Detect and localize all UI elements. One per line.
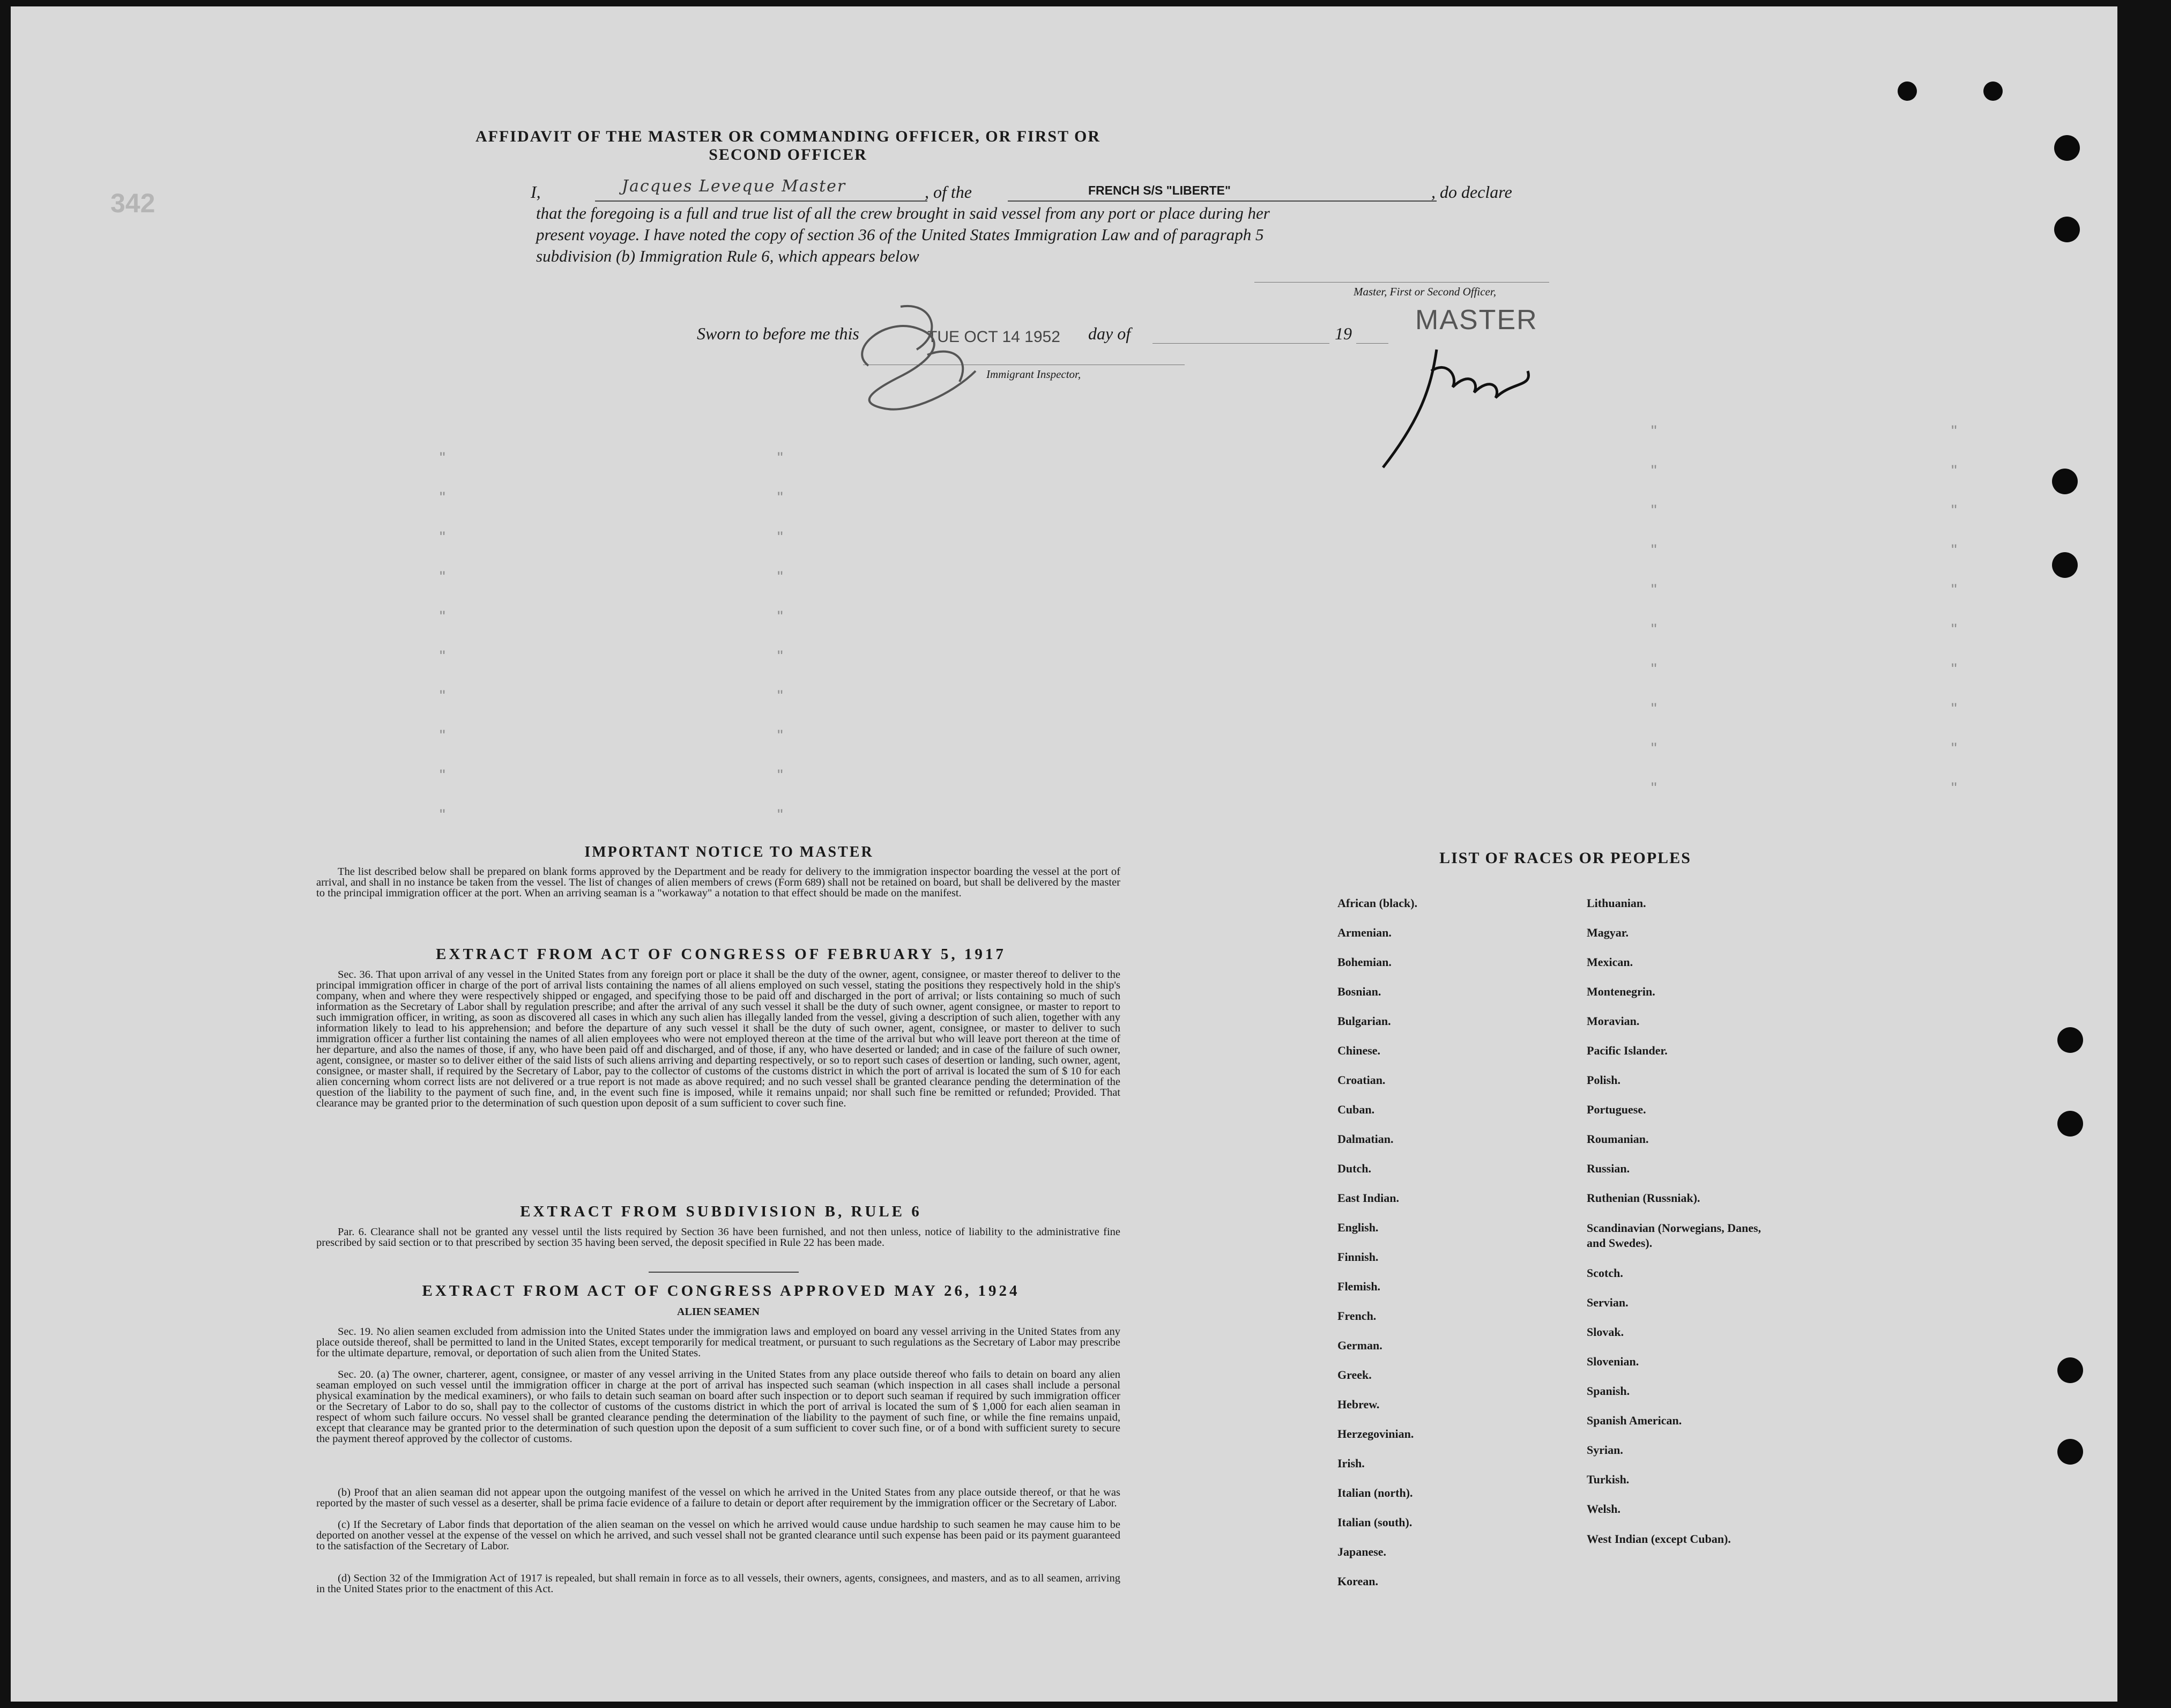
race-item: Scotch. — [1587, 1266, 1623, 1280]
race-item: Irish. — [1337, 1457, 1365, 1470]
ditto-mark: " — [1951, 581, 1957, 599]
ditto-mark: " — [1651, 700, 1657, 718]
race-item: Flemish. — [1337, 1280, 1381, 1293]
race-item: French. — [1337, 1309, 1377, 1323]
extract-1924-title: EXTRACT FROM ACT OF CONGRESS APPROVED MAY 26, 1924 — [422, 1282, 1020, 1299]
race-item: Portuguese. — [1587, 1103, 1646, 1116]
race-item: West Indian (except Cuban). — [1587, 1532, 1731, 1546]
punch-hole — [2054, 217, 2080, 242]
race-item: Hebrew. — [1337, 1398, 1380, 1411]
race-item: Slovak. — [1587, 1325, 1624, 1339]
sec-20d-text: (d) Section 32 of the Immigration Act of 1917 is repealed, but shall remain in force as to all vessels, their owners, agents, consignees, and masters, and as to all seamen, arriving in the United States prior to the enactment of this Act. — [316, 1572, 1120, 1595]
do-declare-label: , do declare — [1431, 182, 1512, 202]
race-item: Syrian. — [1587, 1443, 1623, 1457]
rule-6-text: Par. 6. Clearance shall not be granted any vessel until the lists required by Section 36 have been furnished, and not then unless, notice of liability to the administrative fine prescribed by said section or to that prescribed by section 35 having been served, the deposit specified in Rule 22 has been made. — [316, 1226, 1120, 1249]
rule-6-title: EXTRACT FROM SUBDIVISION B, RULE 6 — [520, 1203, 922, 1220]
ditto-mark: " — [440, 727, 445, 745]
affidavit-line-3: present voyage. I have noted the copy of section 36 of the United States Immigration Law and of paragraph 5 — [536, 225, 1264, 244]
ditto-mark: " — [777, 727, 783, 745]
race-item: Korean. — [1337, 1575, 1378, 1588]
margin-mark: 342 — [110, 188, 155, 218]
ditto-mark: " — [777, 568, 783, 586]
race-item: Russian. — [1587, 1162, 1630, 1175]
notice-text: The list described below shall be prepared on blank forms approved by the Department and be ready for delivery to the immigration inspector boarding the vessel at the port of arrival, and shall in no instance be taken from the vessel. The list of changes of alien members of crews (Form 689) shall not be retained on board, but shall be delivered by the master to the principal immigration officer at the port. When an arriving seaman is a "workaway" a notation to that effect should be made on the manifest. — [316, 866, 1120, 899]
punch-hole — [2057, 1027, 2083, 1053]
race-item: African (black). — [1337, 896, 1418, 910]
race-item: Dutch. — [1337, 1162, 1371, 1175]
ditto-mark: " — [1651, 621, 1657, 638]
punch-hole — [2054, 135, 2080, 161]
race-item: Bulgarian. — [1337, 1014, 1391, 1028]
ditto-mark: " — [1651, 581, 1657, 599]
race-item: Lithuanian. — [1587, 896, 1646, 910]
ditto-mark: " — [777, 687, 783, 705]
ditto-mark: " — [777, 489, 783, 507]
punch-hole — [2057, 1439, 2083, 1465]
ditto-mark: " — [1651, 740, 1657, 758]
ditto-mark: " — [1651, 660, 1657, 678]
affidavit-line-4: subdivision (b) Immigration Rule 6, which appears below — [536, 247, 919, 265]
sworn-text: Sworn to before me this — [697, 324, 859, 343]
ditto-mark: " — [440, 568, 445, 586]
master-signature-scribble — [1372, 339, 1555, 478]
race-item: Armenian. — [1337, 926, 1392, 939]
ditto-mark: " — [1651, 779, 1657, 797]
race-item: Italian (south). — [1337, 1516, 1412, 1529]
inspector-signature-scribble — [836, 285, 1008, 419]
master-name-line — [595, 200, 927, 202]
ditto-mark: " — [1951, 621, 1957, 638]
punch-hole — [2052, 552, 2078, 578]
master-stamp: MASTER — [1415, 305, 1538, 336]
race-item: Bosnian. — [1337, 985, 1381, 998]
race-item: Mexican. — [1587, 955, 1633, 969]
ditto-mark: " — [1951, 700, 1957, 718]
master-name-handwritten: Jacques Leveque Master — [622, 177, 846, 196]
of-the-label: , of the — [925, 182, 972, 202]
race-item: Spanish American. — [1587, 1414, 1682, 1427]
master-caption: Master, First or Second Officer, — [1354, 285, 1496, 298]
ditto-mark: " — [440, 687, 445, 705]
race-item: Roumanian. — [1587, 1132, 1649, 1146]
ditto-mark: " — [777, 648, 783, 665]
race-item: Greek. — [1337, 1368, 1372, 1382]
ditto-mark: " — [1651, 462, 1657, 480]
race-item: Japanese. — [1337, 1545, 1387, 1558]
race-item: Dalmatian. — [1337, 1132, 1394, 1146]
race-item: Herzegovinian. — [1337, 1427, 1414, 1440]
race-item: Ruthenian (Russniak). — [1587, 1191, 1700, 1205]
race-item: Cuban. — [1337, 1103, 1375, 1116]
race-item: Croatian. — [1337, 1073, 1386, 1087]
races-title: LIST OF RACES OR PEOPLES — [1439, 849, 1691, 867]
vessel-line — [1008, 200, 1437, 202]
ditto-mark: " — [777, 806, 783, 824]
ditto-mark: " — [440, 767, 445, 784]
race-item: Polish. — [1587, 1073, 1620, 1087]
ditto-mark: " — [1951, 422, 1957, 440]
ditto-mark: " — [440, 489, 445, 507]
race-item: Moravian. — [1587, 1014, 1640, 1028]
ditto-mark: " — [440, 648, 445, 665]
race-item: Slovenian. — [1587, 1355, 1639, 1368]
sec-20a-text: Sec. 20. (a) The owner, charterer, agent, consignee, or master of any vessel arriving in the United States from any place outside thereof who fails to detain on board any alien seaman employed on such vessel until the immigration officer in charge at the port of arrival has inspected such seaman (which inspection in all cases shall include a personal physical examination by the medical examiners), or who fails to detain such seaman on board after such inspection or to deport such seaman if required by such immigration officer or the Secretary of Labor to do so, shall pay to the collector of customs of the customs district in which the port of arrival is located the sum of $ 1,000 for each alien seaman in respect of whom such failure occurs. No vessel shall be granted clearance pending the determination of the liability to the payment of such fine, or while the fine remains unpaid, except that clearance may be granted prior to the determination of such question upon the deposit of a sum sufficient to cover such fine, or of a bond with sufficient surety to secure the payment thereof approved by the collector of customs. — [316, 1369, 1120, 1445]
day-of-label: day of — [1088, 324, 1131, 343]
sec-19-text: Sec. 19. No alien seamen excluded from admission into the United States under the immigration laws and employed on board any vessel arriving in the United States from any place outside thereof, shall be permitted to land in the United States, except temporarily for medical treatment, or pursuant to such regulations as the Secretary of Labor may prescribe for the ultimate departure, removal, or deportation of such alien from the United States. — [316, 1326, 1120, 1359]
race-item: German. — [1337, 1339, 1382, 1352]
manifest-sheet — [11, 6, 2117, 1702]
ditto-mark: " — [1651, 502, 1657, 519]
affidavit-i-label: I, — [531, 182, 541, 202]
ditto-mark: " — [440, 608, 445, 626]
punch-hole — [2052, 469, 2078, 494]
race-item: Spanish. — [1587, 1384, 1630, 1398]
section-divider — [649, 1272, 799, 1273]
race-item: Bohemian. — [1337, 955, 1392, 969]
ditto-mark: " — [1951, 541, 1957, 559]
date-line — [1153, 343, 1329, 344]
race-item: English. — [1337, 1221, 1379, 1234]
notice-title: IMPORTANT NOTICE TO MASTER — [584, 844, 874, 860]
year-prefix: 19 — [1335, 324, 1352, 343]
race-item: Chinese. — [1337, 1044, 1381, 1057]
punch-hole — [1983, 81, 2003, 101]
date-stamp: TUE OCT 14 1952 — [927, 328, 1060, 346]
vessel-name: FRENCH S/S "LIBERTE" — [1088, 183, 1231, 197]
affidavit-line-2: that the foregoing is a full and true list of all the crew brought in said vessel from any port or place during her — [536, 204, 1270, 222]
ditto-mark: " — [1951, 779, 1957, 797]
race-item: Italian (north). — [1337, 1486, 1413, 1499]
affidavit-title: AFFIDAVIT OF THE MASTER OR COMMANDING OFFICER, OR FIRST OR SECOND OFFICER — [475, 128, 1101, 164]
race-item: Pacific Islander. — [1587, 1044, 1668, 1057]
race-item: Scandinavian (Norwegians, Danes, and Swedes). — [1587, 1221, 1761, 1250]
race-item: Servian. — [1587, 1296, 1629, 1309]
ditto-mark: " — [1951, 660, 1957, 678]
race-item: East Indian. — [1337, 1191, 1399, 1205]
extract-1917-title: EXTRACT FROM ACT OF CONGRESS OF FEBRUARY 5, 1917 — [436, 946, 1006, 963]
ditto-mark: " — [1951, 740, 1957, 758]
punch-hole — [1898, 81, 1917, 101]
alien-seamen-subtitle: ALIEN SEAMEN — [677, 1306, 760, 1318]
ditto-mark: " — [440, 529, 445, 546]
ditto-mark: " — [777, 608, 783, 626]
ditto-mark: " — [440, 449, 445, 467]
ditto-mark: " — [1951, 462, 1957, 480]
race-item: Finnish. — [1337, 1250, 1379, 1264]
race-item: Welsh. — [1587, 1502, 1620, 1516]
ditto-mark: " — [440, 806, 445, 824]
ditto-mark: " — [1951, 502, 1957, 519]
punch-hole — [2057, 1357, 2083, 1383]
ditto-mark: " — [777, 767, 783, 784]
extract-1917-text: Sec. 36. That upon arrival of any vessel in the United States from any foreign port or place it shall be the duty of the owner, agent, consignee, or master thereof to deliver to the principal immigration officer in charge of the port of arrival lists containing the names of all aliens employed on such vessel, stating the positions they respectively hold in the ship's company, when and where they were respectively shipped or engaged, and specifying those to be paid off and discharged in the port of arrival; or lists containing so much of such information as the Secretary of Labor shall by regulation prescribe; and after the arrival of any such vessel it shall be the duty of such owner, agent consignee, or master to report to such immigration officer, in writing, as soon as discovered all cases in which any such alien has illegally landed from the vessel, giving a description of such alien, together with any information likely to lead to his apprehension; and before the departure of any such vessel it shall be the duty of such owner, agent, consignee, or master to deliver to such immigration officer a further list containing the names of all alien employees who were not employed thereon at the time of the arrival but who will leave port thereon at the time of her departure, and also the names of those, if any, who have been paid off and discharged, and of those, if any, who have deserted or landed; and in case of the failure of such owner, agent, consignee, or master so to deliver either of the said lists of such aliens arriving and departing respectively, or so to report such cases of desertion or landing, such owner, agent, consignee, or master shall, if required by the Secretary of Labor, pay to the collector of customs of the customs district in which the port of arrival is located the sum of $ 10 for each alien concerning whom correct lists are not delivered or a true report is not made as above required; and no such vessel shall be granted clearance pending the determination of the question of the liability to the payment of such fine, and, in the event such fine is imposed, while it remains unpaid; nor shall such fine be remitted or refunded; Provided. That clearance may be granted prior to the determination of such question upon deposit of a sum sufficient to cover such fine. — [316, 969, 1120, 1109]
sec-20b-text: (b) Proof that an alien seaman did not appear upon the outgoing manifest of the vessel on which he arrived in the United States from any place outside thereof, or that he was reported by the master of such vessel as a deserter, shall be prima facie evidence of a failure to detain or deport after requirement by the immigration officer or the Secretary of Labor. — [316, 1487, 1120, 1509]
ditto-mark: " — [1651, 422, 1657, 440]
ditto-mark: " — [1651, 541, 1657, 559]
race-item: Turkish. — [1587, 1473, 1630, 1486]
ditto-mark: " — [777, 529, 783, 546]
race-item: Magyar. — [1587, 926, 1629, 939]
punch-hole — [2057, 1111, 2083, 1137]
inspector-caption: Immigrant Inspector, — [986, 368, 1081, 381]
race-item: Montenegrin. — [1587, 985, 1655, 998]
ditto-mark: " — [777, 449, 783, 467]
master-signature-line — [1254, 282, 1549, 283]
sec-20c-text: (c) If the Secretary of Labor finds that deportation of the alien seaman on the vessel on which he arrived would cause undue hardship to such seamen he may cause him to be deported on another vessel at the expense of the vessel on which he arrived, and such vessel shall not be granted clearance until such expense has been paid or its payment guaranteed to the satisfaction of the Secretary of Labor. — [316, 1519, 1120, 1552]
